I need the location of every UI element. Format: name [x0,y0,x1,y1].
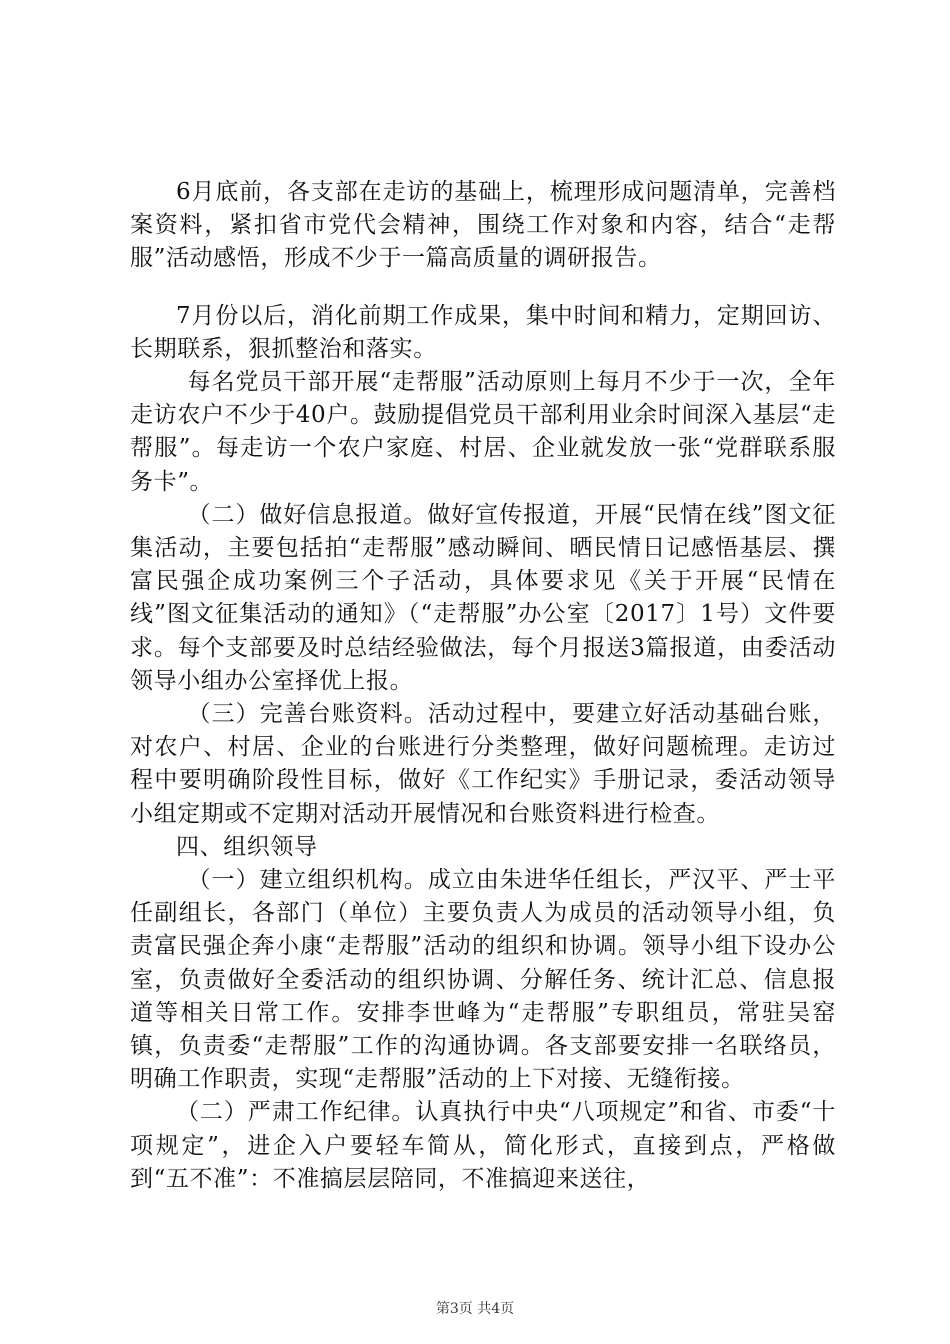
paragraph-information-reporting: （二）做好信息报道。做好宣传报道，开展“民情在线”图文征集活动，主要包括拍“走帮服”感动瞬间、晒民情日记感悟基层、撰富民强企成功案例三个子活动，具体要求见《关于开展“民情在线”图文征集活动的通知》（“走帮服”办公室〔2017〕1号）文件要求。每个支部要及时总结经验做法，每个月报送3篇报道，由委活动领导小组办公室择优上报。 [130,501,836,694]
paragraph-ledger-materials: （三）完善台账资料。活动过程中，要建立好活动基础台账，对农户、村居、企业的台账进行分类整理，做好问题梳理。走访过程中要明确阶段性目标，做好《工作纪实》手册记录，委活动领导小组定期或不定期对活动开展情况和台账资料进行检查。 [130,701,836,827]
paragraph-work-discipline: （二）严肃工作纪律。认真执行中央“八项规定”和省、市委“十项规定”，进企入户要轻车简从，简化形式，直接到点，严格做到“五不准”：不准搞层层陪同，不准搞迎来送往， [130,1099,836,1192]
page-number-footer: 第3页 共4页 [435,1301,515,1317]
paragraph-organization-setup: （一）建立组织机构。成立由朱进华任组长，严汉平、严士平任副组长，各部门（单位）主要负责人为成员的活动领导小组，负责富民强企奔小康“走帮服”活动的组织和协调。领导小组下设办公室，负责做好全委活动的组织协调、分解任务、统计汇总、信息报道等相关日常工作。安排李世峰为“走帮服”专职组员，常驻吴窑镇，负责委“走帮服”工作的沟通协调。各支部要安排一名联络员，明确工作职责，实现“走帮服”活动的上下对接、无缝衔接。 [130,867,836,1093]
section-heading-organization: 四、组织领导 [176,833,318,860]
paragraph-visit-frequency: 每名党员干部开展“走帮服”活动原则上每月不少于一次，全年走访农户不少于40户。鼓励提倡党员干部利用业余时间深入基层“走帮服”。每走访一个农户家庭、村居、企业就发放一张“党群联系服务卡”。 [130,369,836,495]
paragraph-july-followup: 7月份以后，消化前期工作成果，集中时间和精力，定期回访、长期联系，狠抓整治和落实。 [130,302,836,362]
document-body [130,176,836,1196]
paragraph-june-summary: 6月底前，各支部在走访的基础上，梳理形成问题清单，完善档案资料，紧扣省市党代会精神，围绕工作对象和内容，结合“走帮服”活动感悟，形成不少于一篇高质量的调研报告。 [130,179,836,272]
